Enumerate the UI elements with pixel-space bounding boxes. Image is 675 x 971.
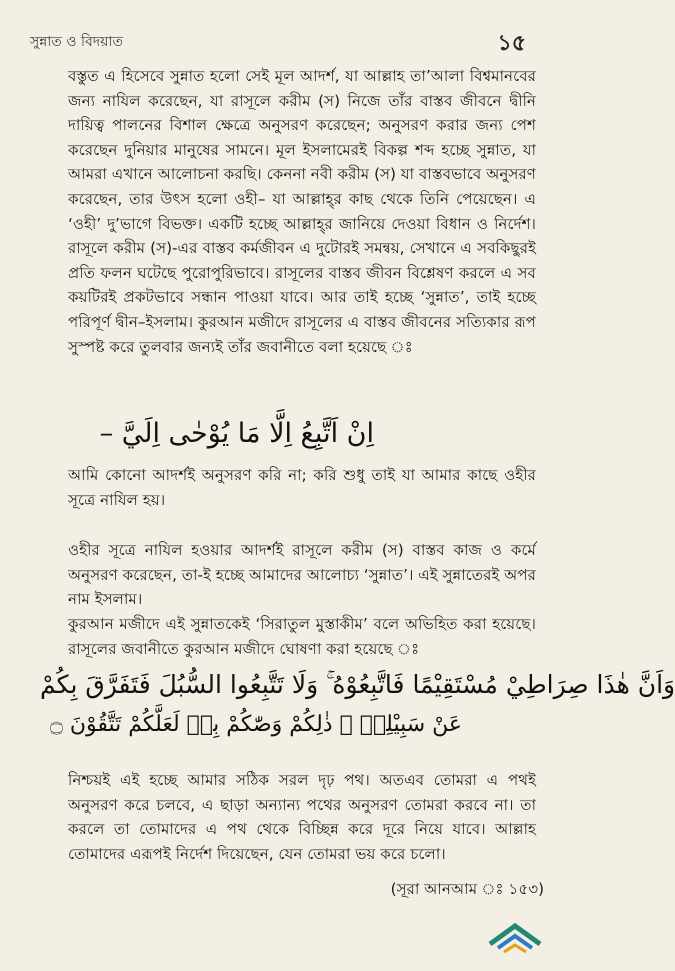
publisher-logo-icon bbox=[484, 916, 546, 956]
paragraph-sunnah-definition: ওহীর সূত্রে নাযিল হওয়ার আদর্শই রাসূলে করীম (স) বাস্তব কাজ ও কর্মে অনুসরণ করেছেন, তা-ই হচ্ছে আমাদের আলোচ্য ‘সুন্নাত’। এই সুন্নাতেরই অপর নাম ইসলাম। bbox=[68, 541, 537, 609]
arabic-verse-1: اِنْ اَتَّبِعُ اِلَّا مَا يُوْحٰى اِلَيَّ – bbox=[99, 418, 374, 449]
arabic-verse-2-line-1: وَاَنَّ هٰذَا صِرَاطِيْ مُسْتَقِيْمًا فَاتَّبِعُوْهُ ۚ وَلَا تَتَّبِعُوا السُّبُلَ فَتَفَرَّقَ بِكُمْ bbox=[40, 670, 675, 699]
running-head: সুন্নাত ও বিদয়াত bbox=[30, 34, 123, 50]
verse-reference: (সূরা আনআম ঃ ১৫৩) bbox=[390, 880, 544, 898]
paragraph-sirat-mustaqim: কুরআন মজীদে এই সুন্নাতকেই ‘সিরাতুল মুস্তাকীম’ বলে অভিহিত করা হয়েছে। রাসূলের জবানীতে কুরআন মজীদে ঘোষণা করা হয়েছে ঃ bbox=[68, 615, 536, 658]
paragraph-intro: বস্তুত এ হিসেবে সুন্নাত হলো সেই মূল আদর্শ, যা আল্লাহ তা’আলা বিশ্বমানবের জন্য নাযিল করেছেন, যা রাসূলে করীম (স) নিজে তাঁর বাস্তব জীবনে দ্বীনি দায়িত্ব পালনের বিশাল ক্ষেত্রে অনুসরণ করেছেন; অনুসরণ করার জন্য পেশ করেছেন দুনিয়ার মানুষের সামনে। মূল ইসলামেরই বিকল্প শব্দ হচ্ছে সুন্নাত, যা আমরা এখানে আলোচনা করছি। কেননা নবী করীম (স) যা বাস্তবভাবে অনুসরণ করেছেন, তার উৎস হলো ওহী– যা আল্লাহ্‌র কাছ থেকে তিনি পেয়েছেন। এ ‘ওহী’ দু’ভাগে বিভক্ত। একটি হচ্ছে আল্লাহ্‌র জানিয়ে দেওয়া বিধান ও নির্দেশ। রাসূলে করীম (স)-এর বাস্তব কর্মজীবন এ দুটোরই সমন্বয়, সেখানে এ সবকিছুরই প্রতি ফলন ঘটেছে পুরোপুরিভাবে। রাসূলের বাস্তব জীবন বিশ্লেষণ করলে এ সব কয়টিরই প্রকটভাবে সন্ধান পাওয়া যাবে। আর তাই হচ্ছে ‘সুন্নাত’, তাই হচ্ছে পরিপূর্ণ দ্বীন–ইসলাম। কুরআন মজীদে রাসূলের এ বাস্তব জীবনের সত্যিকার রূপ সুস্পষ্ট করে তুলবার জন্যই তাঁর জবানীতে বলা হয়েছে ঃ bbox=[68, 67, 536, 356]
page-number: ১৫ bbox=[497, 31, 526, 56]
paragraph-translation-2: নিশ্চয়ই এই হচ্ছে আমার সঠিক সরল দৃঢ় পথ। অতএব তোমরা এ পথই অনুসরণ করে চলবে, এ ছাড়া অন্যান্য পথের অনুসরণ তোমরা করবে না। তা করলে তা তোমাদের এ পথ থেকে বিচ্ছিন্ন করে দূরে নিয়ে যাবে। আল্লাহ তোমাদের এরূপই নির্দেশ দিয়েছেন, যেন তোমরা ভয় করে চলো। bbox=[68, 771, 536, 863]
paragraph-translation-1: আমি কোনো আদর্শই অনুসরণ করি না; করি শুধু তাই যা আমার কাছে ওহীর সূত্রে নাযিল হয়। bbox=[68, 466, 536, 509]
arabic-verse-2-line-2: عَنْ سَبِيْلِهٖ ۗ ذٰلِكُمْ وَصّٰكُمْ بِهٖ لَعَلَّكُمْ تَتَّقُوْنَ ۝ bbox=[50, 712, 463, 737]
